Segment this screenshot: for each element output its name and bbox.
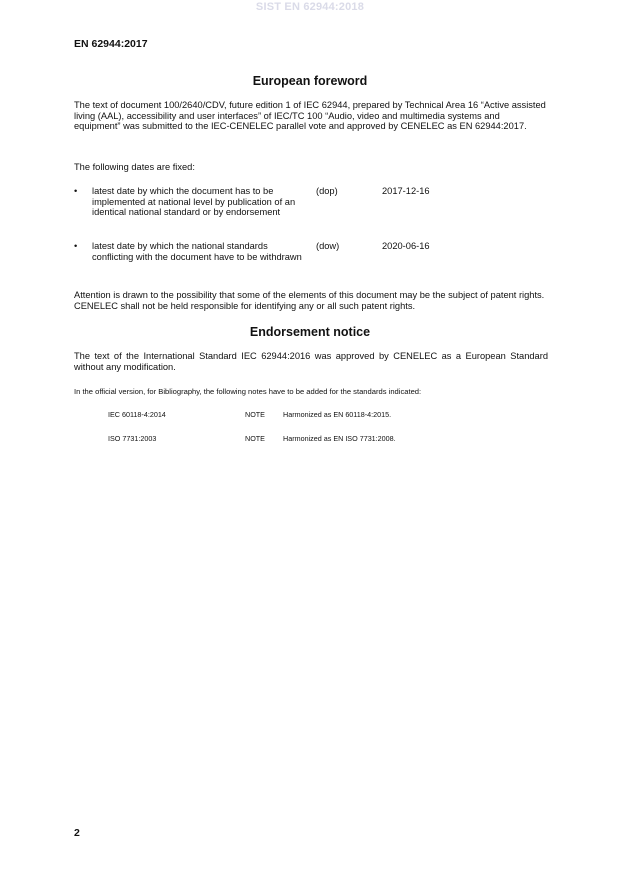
dates-intro: The following dates are fixed: [74, 162, 195, 172]
note-text: Harmonized as EN 60118-4:2015. [283, 410, 392, 419]
bullet-icon: • [74, 241, 78, 251]
foreword-title: European foreword [252, 74, 368, 88]
note-label: NOTE [245, 410, 265, 419]
date-item-date: 2020-06-16 [382, 241, 430, 251]
bullet-icon: • [74, 186, 78, 196]
note-text: Harmonized as EN ISO 7731:2008. [283, 434, 396, 443]
attention-paragraph: Attention is drawn to the possibility that some of the elements of this document may be the subject of patent rights. CENELEC shall not be held responsible for identifying any or all such patent rights. [74, 290, 545, 311]
document-id: EN 62944:2017 [74, 38, 148, 50]
note-standard-ref: IEC 60118-4:2014 [108, 410, 166, 419]
date-item-abbr: (dop) [316, 186, 338, 196]
date-item-text: latest date by which the national standards conflicting with the document have to be withdrawn [92, 241, 302, 262]
note-label: NOTE [245, 434, 265, 443]
endorsement-title: Endorsement notice [249, 325, 371, 339]
date-item-text: latest date by which the document has to be implemented at national level by publication of an identical national standard or by endorsement [92, 186, 296, 218]
note-standard-ref: ISO 7731:2003 [108, 434, 157, 443]
bibliography-intro: In the official version, for Bibliography, the following notes have to be added for the standards indicated: [74, 387, 422, 396]
watermark: SIST EN 62944:2018 [255, 1, 365, 13]
date-item-date: 2017-12-16 [382, 186, 430, 196]
date-item-abbr: (dow) [316, 241, 340, 251]
page-number: 2 [74, 827, 80, 839]
endorsement-text: The text of the International Standard IEC 62944:2016 was approved by CENELEC as a European Standard without any modification. [74, 351, 548, 372]
foreword-intro: The text of document 100/2640/CDV, future edition 1 of IEC 62944, prepared by Technical Area 16 “Active assisted living (AAL), accessibility and user interfaces” of IEC/TC 100 “Audio, video and multimedia systems and equipment” was submitted to the IEC-CENELEC parallel vote and approved by CENELEC as EN 62944:2017. [74, 100, 546, 132]
